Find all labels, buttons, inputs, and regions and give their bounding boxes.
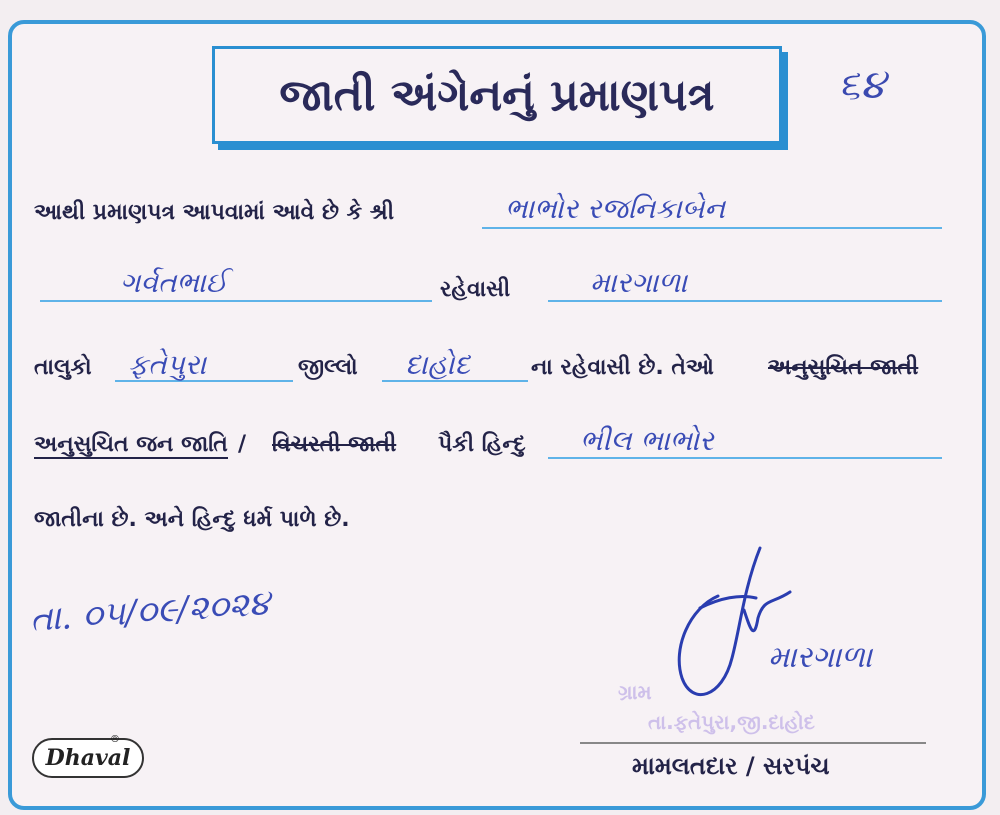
scheduled-tribe-label: અનુસુચિત જન જાતિ [34, 432, 228, 457]
district-handwritten: દાહોદ [405, 348, 471, 381]
stamp-line-2: તા.ફતેપુરા,જી.દાહોદ [648, 710, 815, 734]
closing-text: જાતીના છે. અને હિન્દુ ધર્મ પાળે છે. [34, 507, 350, 532]
district-label: જીલ્લો [298, 355, 358, 380]
caste-handwritten: ભીલ ભાભોર [580, 424, 714, 457]
signatory-label: મામલતદાર / સરપંચ [632, 752, 830, 780]
certificate-title: જાતી અંગેનનું પ્રમાણપત્ર [279, 69, 715, 121]
separator-slash: / [238, 432, 247, 457]
signature-line [580, 742, 926, 744]
resident-label: રહેવાસી [440, 277, 511, 302]
father-name-line [40, 300, 432, 302]
is-resident-text: ના રહેવાસી છે. તેઓ [531, 355, 714, 380]
serial-number: ૬૪ [838, 62, 886, 108]
taluka-label: તાલુકો [34, 355, 92, 380]
nomadic-caste-struck: વિચરતી જાતી [272, 432, 397, 457]
taluka-handwritten: ફતેપુરા [128, 348, 207, 381]
title-box [212, 46, 782, 144]
name-line [482, 227, 942, 229]
stamp-line-1: ગ્રામ [618, 680, 652, 704]
date-handwritten: તા. ૦૫/૦૯/૨૦૨૪ [28, 583, 272, 640]
signature-place-handwritten: મારગાળા [768, 640, 873, 675]
among-hindu-text: પૈકી હિન્દુ [438, 432, 526, 457]
intro-text: આથી પ્રમાણપત્ર આપવામાં આવે છે કે શ્રી [34, 200, 395, 225]
village-line [548, 300, 942, 302]
brand-logo-text: Dhaval [45, 745, 131, 771]
signature [660, 538, 810, 708]
village-handwritten: મારગાળા [590, 266, 688, 299]
name-handwritten: ભાભોર રજનિકાબેન [505, 192, 726, 225]
father-name-handwritten: ગર્વતભાઈ [120, 266, 228, 299]
brand-logo [32, 738, 144, 778]
scheduled-caste-struck: અનુસુચિત જાતી [768, 355, 919, 380]
registered-mark: ® [110, 734, 120, 745]
